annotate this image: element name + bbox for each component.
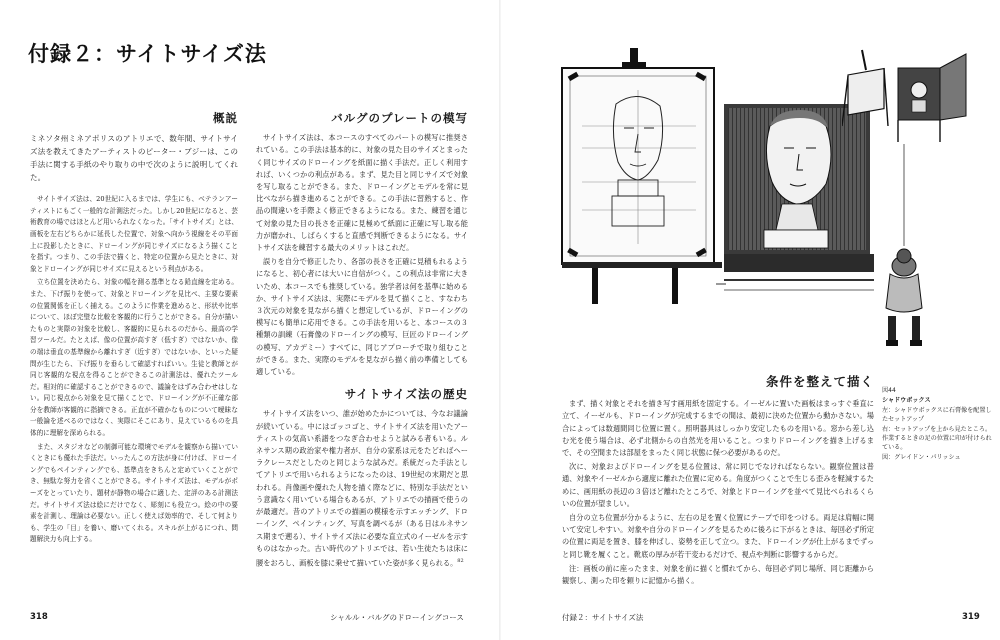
overview-column <box>30 112 238 548</box>
conditions-note: 注：画板の前に座ったまま、対象を前に描くと慣れてから、毎回必ず同じ場所、同じ距離から観察し、測った印を頼りに記憶から描く。 <box>562 563 874 586</box>
bargue-heading: バルグのプレートの模写 <box>331 111 468 125</box>
page-number-left: 318 <box>30 612 48 622</box>
running-footer-left: シャルル・バルグのドローイングコース <box>330 613 464 622</box>
bargue-paragraph: サイトサイズ法は、本コースのすべてのパートの模写に推奨されている。この手法は基本的に、対象の見た目のサイズとまったく同じサイズのドローイングを紙面に描く手法だ。正しく利用すれば、いくつかの利点がある。まず、見た目と同じサイズで対象を写し取ることができる。また、ドローイングとモデルを常に見比べながら描き進めることができる。この手法に習熟すると、作品の間違いを手際よく修正できるようになる。また、練習を通じて対象の見た目の長さを正確に見極めて紙面に正確に写し取る能力が磨かれ、しばらくすると直感で判断できるようになる。サイトサイズ法を練習する最大のメリットはこれだ。 <box>256 133 468 253</box>
running-footer-right: 付録２：サイトサイズ法 <box>562 613 644 622</box>
page-title: 付録２：サイトサイズ法 <box>28 42 267 66</box>
history-heading: サイトサイズ法の歴史 <box>344 387 468 402</box>
conditions-paragraph: 自分の立ち位置が分かるように、左右の足を置く位置にテープで印をつける。両足は肩幅に開いて安定しやすい。対象や自分のドローイングを見るために後ろに下がるときは、毎回必ず所定の位置に両足を置き、膝を伸ばし、姿勢を正して立つ。また、ドローイングが仕上がるまでずっと同じ靴を履くこと。靴底の厚みが若干変わるだけで、視点や判断に影響するからだ。 <box>562 513 874 559</box>
overview-heading: 概説 <box>213 111 238 125</box>
conditions-paragraph: まず、描く対象とそれを描き写す画用紙を固定する。イーゼルに置いた画板はまっすぐ垂直に立て、イーゼルも、ドローイングが完成するまでの間は、最初に決めた位置から動かさない。場合によっては数週間同じ位置に置く。照明器具はしっかり安定したものを用いる。窓から差し込む光を使う場合は、必ず北側からの自然光を用いること。つまりドローイングを描き上げるまで、その空間または部屋をまったく同じ状態に保つ必要があるのだ。 <box>562 399 874 458</box>
page-number-right: 319 <box>962 612 980 622</box>
conditions-heading: 条件を整えて描く <box>765 374 874 389</box>
right-page <box>500 0 1000 640</box>
bargue-column <box>256 112 468 572</box>
overview-paragraph: また、スタジオなどの制御可能な環境でモデルを観察から描いていくときにも優れた手法だ。いったんこの方法が身に付けば、ドローイングでもペインティングでも、基準点をきちんと定めていくことができ、無駄な努力を省くことができる。サイトサイズ法は、モデルがポーズをとっていたり、題材が静物の場合に適した、定評のある計測法だ。サイトサイズ法は絵にだけでなく、彫刻にも役立つ。絵の中の要素を計測し、理論は必要ない。正しく使えば効率的で、そして何よりも、学生の「目」を養い、磨いてくれる。スキルが上がるにつれ、問題解決力も向上する。 <box>30 442 238 544</box>
history-text: サイトサイズ法をいつ、誰が始めたかについては、今なお議論が続いている。中にはゴッコゴと、サイトサイズ法を用いたアーティストの気高い系譜をつなぎ合わせようと試みる者もいる。ルネサンス期の政治家や権力者が、自分の家系は元をたどればヘーラクレースだとしたのと同じような試みだ。系統だった手法としてアトリエで用いられるようになったのは、19世紀の末期だと思われる。肖像画や優れた人物を描く際などに、特別な手法だという意識なく用いている場合もあるが、アトリエでの描画で使うのが最適だ。昔のアトリエでの描画の模様を示すエッチング、ドローイング、ペインティング、写真を調べるが（ある日はルネサンス期まで遡る）、サイトサイズ法に必要な直立式のイーゼルを示すものはなかった。古い時代のアトリエでは、若い生徒たちは床に腰をおろし、画板を膝に乗せて描いていた姿が多く見られる。 <box>256 409 468 568</box>
footnote-ref: 82 <box>457 557 464 564</box>
figure-credit: 図：グレイドン・パリッシュ <box>882 454 961 461</box>
history-paragraph <box>256 408 468 569</box>
overview-paragraph: 立ち位置を決めたら、対象の幅を測る基準となる鉛直線を定める。また、下げ振りを使って、対象とドローイングを見比べ、主要な要素の位置関係を正しく捕える。このように作業を進めると、形状や比率について、ほぼ完璧な比較を客観的に行うことができる。自分が描いたものと実際の対象を比較し、客観的に見られるのだから、最高の学習ツールだ。たとえば、像の位置が高すぎ（低すぎ）ではないか、像の端は垂直の基準線から離れすぎ（近すぎ）ではないか、といった疑問が生じたら、下げ振りを垂らして確認すればいい。生徒と教師とが同じ客観的な視点を得ることができるこの計測法は、優れたツールだ。相対的に確認することができるので、議論をはずみ合わせはしない。同じ視点から対象を見て描くことで、ドローイングが不正確な部分を教師が客観的に指摘できる。正直が不確かなものについて曖昧な一般論を述べるのではなく、実際にそこにあり、見えているものを具体的に理解を深められる。 <box>30 278 238 438</box>
figure-caption-right: 右：セットアップを上から見たところ。作業するときの足の位置に印が付けられている。 <box>882 426 992 451</box>
conditions-section <box>562 376 874 589</box>
overview-lead: ミネソタ州ミネアポリスのアトリエで、数年間、サイトサイズ法を教えてきたアーティストのピーター・ブジーは、この手法に関する手紙のやり取りの中で次のように説明してくれた。 <box>30 134 238 183</box>
figure-title: シャドウボックス <box>882 397 931 404</box>
bargue-paragraph: 誤りを自分で修正したり、各部の長さを正確に見積もれるようになると、初心者には大いに自信がつく。この利点は非常に大きいため、本コースでも推奨している。独学者は何を基準に始めるか、サイトサイズ法は、実際にモデルを見て描くこと、すなわち３次元の対象を見ながら描くと想定しているが、ドローイングの模写にも簡単に応用できる。この手法を用いると、本コースの３種類の訓練（石膏像のドローイングの模写、巨匠のドローイングの模写、アカデミー）すべてに、同じアプローチで取り組むことができる。また、実際のモデルを見ながら描く前の準備としても適している。 <box>256 257 468 377</box>
overview-paragraph: サイトサイズ法は、20世紀に入るまでは、学生にも、ベテランアーティストにもごく一般的な計測法だった。しかし20世紀になると、芸術教育の場ではほとんど用いられなくなった。「サイトサイズ」とは、画板を左右どちらかに延長した位置で、対象へ向かう視線をその平面上に投影したときに、ドローイングが同じサイズになるよう描くことを指す。つまり、この手法で描くと、特定の位置から見たときに、対象とドローイングが同じサイズに見えるという利点がある。 <box>30 195 238 273</box>
figure-caption-left: 左：シャドウボックスに石膏像を配置したセットアップ <box>882 407 992 423</box>
figure-caption <box>882 386 992 463</box>
figure-label: 図44 <box>882 387 896 394</box>
conditions-paragraph: 次に、対象およびドローイングを見る位置は、常に同じでなければならない。観察位置は普通、対象やイーゼルから適度に離れた位置に定める。角度がつくことで生じる歪みを軽減するために、画用紙の長辺の３倍ほど離れたところで、対象とドローイングを並べて見比べられるくらいの位置が望ましい。 <box>562 462 874 508</box>
